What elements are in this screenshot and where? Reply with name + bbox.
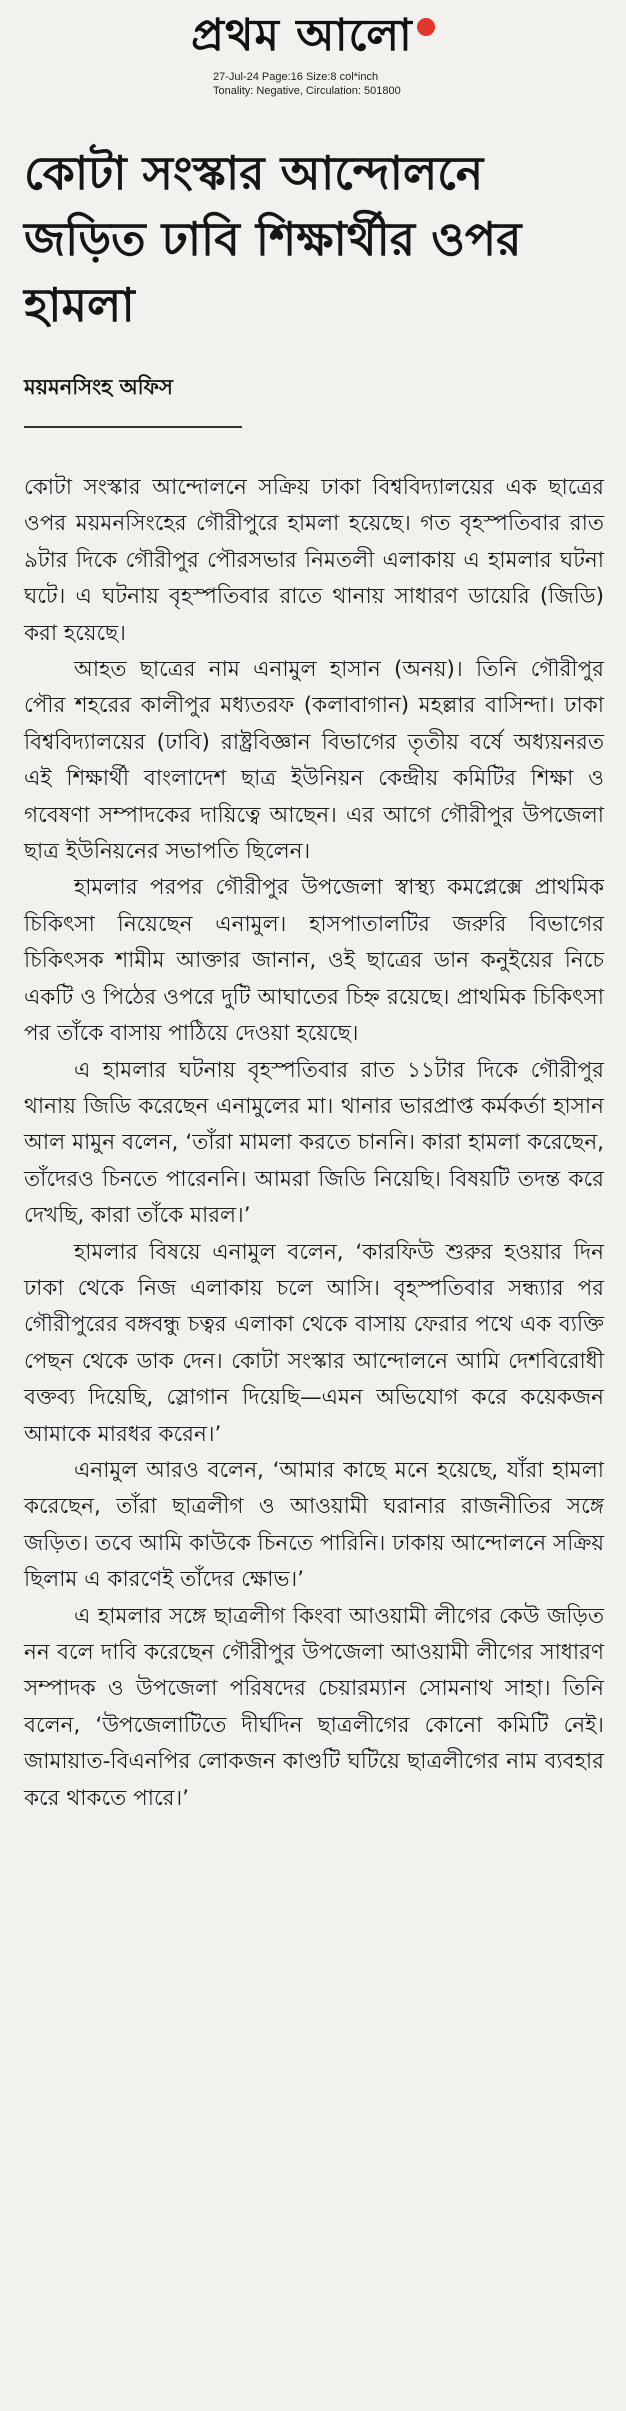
article-byline: ময়মনসিংহ অফিস bbox=[24, 375, 173, 399]
paragraph: কোটা সংস্কার আন্দোলনে সক্রিয় ঢাকা বিশ্ববিদ্যালয়ের এক ছাত্রের ওপর ময়মনসিংহের গৌরীপুরে হামলা হয়েছে। গত বৃহস্পতিবার রাত ৯টার দিকে গৌরীপুর পৌরসভার নিমতলী এলাকায় এ হামলার ঘটনা ঘটে। এ ঘটনায় বৃহস্পতিবার রাতে থানায় সাধারণ ডায়েরি (জিডি) করা হয়েছে। bbox=[24, 475, 604, 646]
logo-text: প্রথম আলো bbox=[191, 10, 413, 61]
paragraph: হামলার পরপর গৌরীপুর উপজেলা স্বাস্থ্য কমপ্লেক্সে প্রাথমিক চিকিৎসা নিয়েছেন এনামুল। হাসপাতালটির জরুরি বিভাগের চিকিৎসক শামীম আক্তার জানান, ওই ছাত্রের ডান কনুইয়ের নিচে একটি ও পিঠের ওপরে দুটি আঘাতের চিহ্ন রয়েছে। প্রাথমিক চিকিৎসা পর তাঁকে বাসায় পাঠিয়ে দেওয়া হয়েছে। bbox=[24, 875, 604, 1047]
paragraph: এ হামলার সঙ্গে ছাত্রলীগ কিংবা আওয়ামী লীগের কেউ জড়িত নন বলে দাবি করেছেন গৌরীপুর উপজেলা আওয়ামী লীগের সাধারণ সম্পাদক ও উপজেলা পরিষদের চেয়ারম্যান সোমনাথ সাহা। তিনি বলেন, ‘উপজেলাটিতে দীর্ঘদিন ছাত্রলীগের কোনো কমিটি নেই। জামায়াত-বিএনপির লোকজন কাণ্ডটি ঘটিয়ে ছাত্রলীগের নাম ব্যবহার করে থাকতে পারে।’ bbox=[24, 1603, 604, 1811]
clipping-info-line-2: Tonality: Negative, Circulation: 501800 bbox=[213, 85, 401, 97]
paragraph: এনামুল আরও বলেন, ‘আমার কাছে মনে হয়েছে, যাঁরা হামলা করেছেন, তাঁরা ছাত্রলীগ ও আওয়ামী ঘরানার রাজনীতির সঙ্গে জড়িত। তবে আমি কাউকে চিনতে পারিনি। ঢাকায় আন্দোলনে সক্রিয় ছিলাম এ কারণেই তাঁদের ক্ষোভ।’ bbox=[24, 1457, 604, 1593]
article-body bbox=[24, 470, 604, 1817]
article-headline: কোটা সংস্কার আন্দোলনে জড়িত ঢাবি শিক্ষার্থীর ওপর হামলা bbox=[24, 146, 522, 332]
byline-divider bbox=[24, 426, 242, 428]
clipping-info-line-1: 27-Jul-24 Page:16 Size:8 col*inch bbox=[213, 71, 379, 83]
paragraph: হামলার বিষয়ে এনামুল বলেন, ‘কারফিউ শুরুর হওয়ার দিন ঢাকা থেকে নিজ এলাকায় চলে আসি। বৃহস্পতিবার সন্ধ্যার পর গৌরীপুরের বঙ্গবন্ধু চত্বর এলাকা থেকে বাসায় ফেরার পথে এক ব্যক্তি পেছন থেকে ডাক দেন। কোটা সংস্কার আন্দোলনে আমি দেশবিরোধী বক্তব্য দিয়েছি, স্লোগান দিয়েছি—এমন অভিযোগ করে কয়েকজন আমাকে মারধর করেন।’ bbox=[24, 1239, 604, 1447]
sun-logo-icon bbox=[417, 18, 435, 36]
newspaper-logo bbox=[191, 8, 435, 64]
clipping-info bbox=[213, 70, 473, 98]
masthead bbox=[0, 8, 626, 68]
paragraph: এ হামলার ঘটনায় বৃহস্পতিবার রাত ১১টার দিকে গৌরীপুর থানায় জিডি করেছেন এনামুলের মা। থানার ভারপ্রাপ্ত কর্মকর্তা হাসান আল মামুন বলেন, ‘তাঁরা মামলা করতে চাননি। কারা হামলা করেছেন, তাঁদেরও চিনতে পারেননি। আমরা জিডি নিয়েছি। বিষয়টি তদন্ত করে দেখছি, কারা তাঁকে মারল।’ bbox=[24, 1057, 604, 1229]
paragraph: আহত ছাত্রের নাম এনামুল হাসান (অনয়)। তিনি গৌরীপুর পৌর শহরের কালীপুর মধ্যতরফ (কলাবাগান) মহল্লার বাসিন্দা। ঢাকা বিশ্ববিদ্যালয়ের (ঢাবি) রাষ্ট্রবিজ্ঞান বিভাগের তৃতীয় বর্ষে অধ্যয়নরত এই শিক্ষার্থী বাংলাদেশ ছাত্র ইউনিয়ন কেন্দ্রীয় কমিটির শিক্ষা ও গবেষণা সম্পাদকের দায়িত্বে আছেন। এর আগে গৌরীপুর উপজেলা ছাত্র ইউনিয়নের সভাপতি ছিলেন। bbox=[24, 657, 604, 865]
